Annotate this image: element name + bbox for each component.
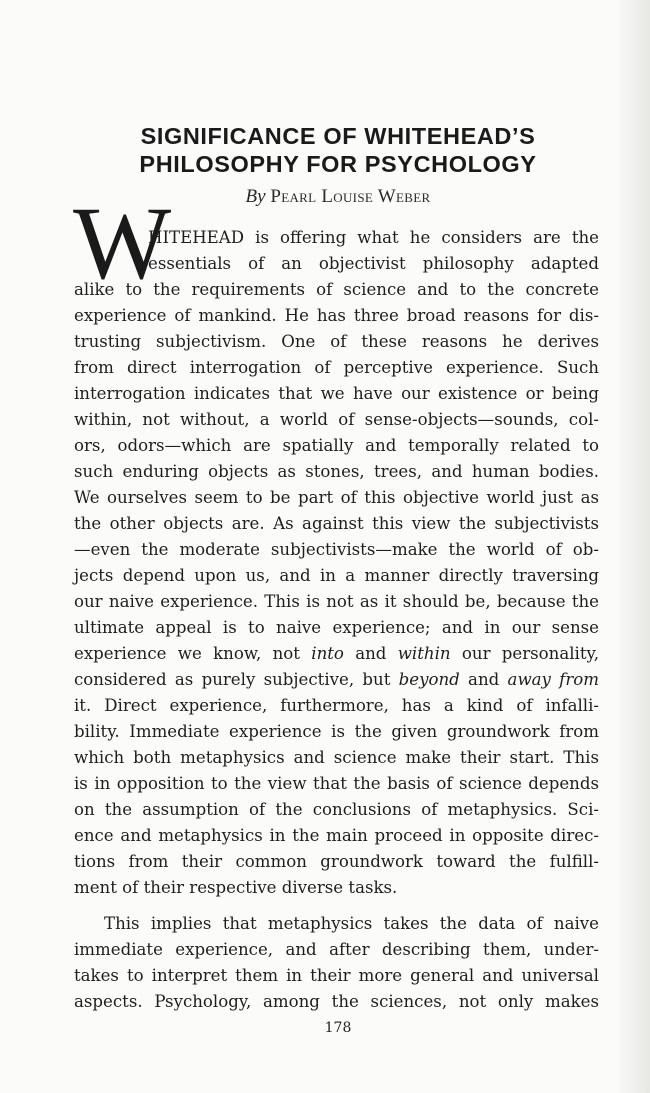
text-run: considered as purely subjective, but [74,670,399,689]
text-line-indented: This implies that metaphysics takes the data of naive [104,914,599,933]
text-run: and [459,670,508,689]
text-line: tions from their common groundwork toward the fulfill- [74,852,599,871]
text-line: HITEHEAD is offering what he considers are the [148,228,599,247]
text-line: is in opposition to the view that the basis of science depends [74,774,599,793]
drop-cap: W [73,186,172,301]
italic-text-run: away from [507,670,599,689]
text-line-last: ment of their respective diverse tasks. [74,878,398,897]
text-line: ence and metaphysics in the main proceed in opposite direc- [74,826,599,845]
text-line: within, not without, a world of sense-objects—sounds, col- [74,410,599,429]
page-number: 178 [324,1020,352,1036]
text-line: immediate experience, and after describing them, under- [74,940,599,959]
text-line: alike to the requirements of science and to the concrete [74,280,599,299]
text-line: on the assumption of the conclusions of metaphysics. Sci- [74,800,599,819]
text-line: interrogation indicates that we have our existence or being [74,384,599,403]
text-line: We ourselves seem to be part of this objective world just as [74,488,599,507]
text-line: ultimate appeal is to naive experience; and in our sense [74,618,599,637]
italic-text-run: within [397,644,451,663]
text-line: which both metaphysics and science make their start. This [74,748,599,767]
text-line: such enduring objects as stones, trees, and human bodies. [74,462,599,481]
text-line: our naive experience. This is not as it should be, because the [74,592,599,611]
text-line: jects depend upon us, and in a manner directly traversing [74,566,599,585]
title-line-2: PHILOSOPHY FOR PSYCHOLOGY [139,151,537,177]
text-line: bility. Immediate experience is the given groundwork from [74,722,599,741]
text-run: experience we know, not [74,644,312,663]
italic-text-run: beyond [398,670,460,689]
text-line: ors, odors—which are spatially and temporally related to [74,436,599,455]
text-run: our personality, [450,644,599,663]
text-line-with-italics [74,641,599,667]
article-title [0,122,650,178]
text-line: from direct interrogation of perceptive experience. Such [74,358,599,377]
text-line: takes to interpret them in their more general and universal [74,966,599,985]
author-name: Pearl Louise Weber [270,186,431,207]
italic-text-run: into [311,644,344,663]
text-line: the other objects are. As against this view the subjectivists [74,514,599,533]
text-line: essentials of an objectivist philosophy adapted [148,254,599,273]
text-line: it. Direct experience, furthermore, has a kind of infalli- [74,696,599,715]
text-line-with-italics [74,667,599,693]
text-line: experience of mankind. He has three broad reasons for dis- [74,306,599,325]
title-line-1: SIGNIFICANCE OF WHITEHEAD’S [140,123,536,149]
text-run: and [343,644,398,663]
byline-prefix: By [245,186,266,207]
text-line: —even the moderate subjectivists—make the world of ob- [74,540,599,559]
text-line: aspects. Psychology, among the sciences, not only makes [74,992,599,1011]
text-line: trusting subjectivism. One of these reasons he derives [74,332,599,351]
